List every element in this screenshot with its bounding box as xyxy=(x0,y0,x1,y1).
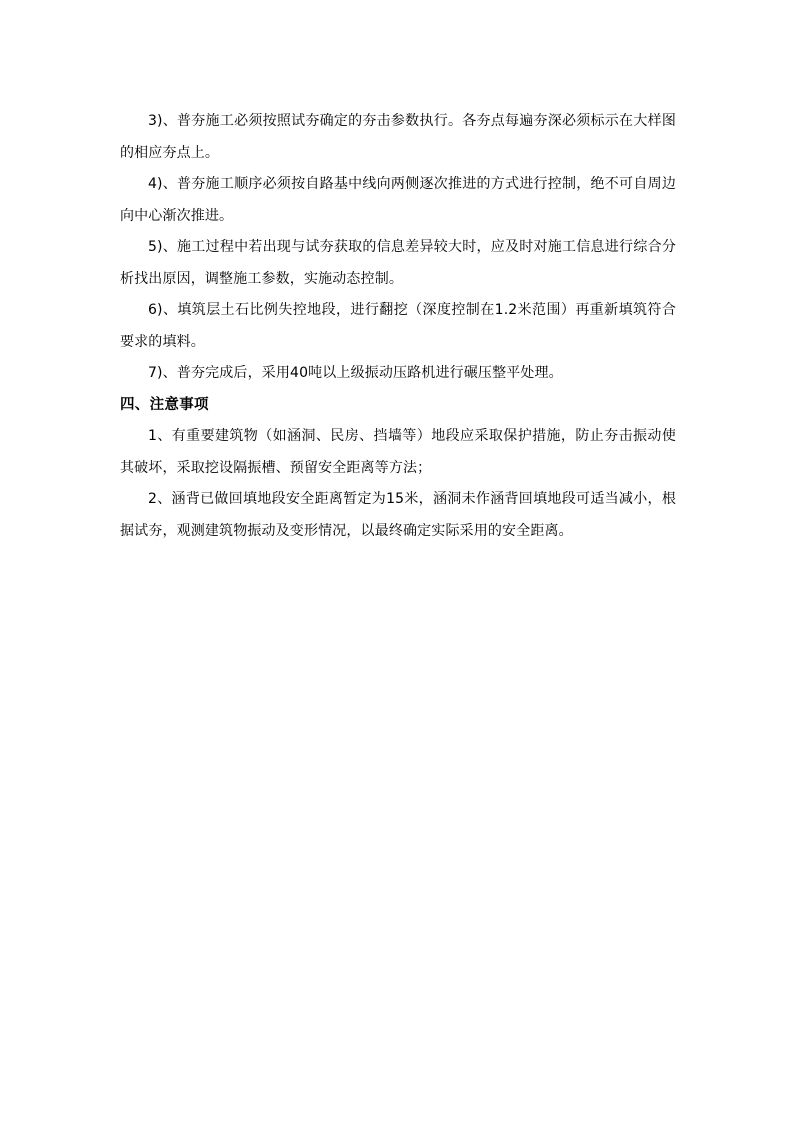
section-heading: 四、注意事项 xyxy=(120,396,209,413)
paragraph-note-1: 1、有重要建筑物（如涵洞、民房、挡墙等）地段应采取保护措施，防止夯击振动使其破坏，采取挖设隔振槽、预留安全距离等方法； xyxy=(120,428,676,476)
paragraph-step-3: 3)、普夯施工必须按照试夯确定的夯击参数执行。各夯点每遍夯深必须标示在大样图的相应夯点上。 xyxy=(120,113,676,161)
paragraph-step-4: 4)、普夯施工顺序必须按自路基中线向两侧逐次推进的方式进行控制，绝不可自周边向中心渐次推进。 xyxy=(120,176,676,224)
paragraph-note-2: 2、涵背已做回填地段安全距离暂定为15米，涵洞未作涵背回填地段可适当减小，根据试夯，观测建筑物振动及变形情况，以最终确定实际采用的安全距离。 xyxy=(120,491,676,539)
paragraph-step-6: 6)、填筑层土石比例失控地段，进行翻挖（深度控制在1.2米范围）再重新填筑符合要求的填料。 xyxy=(120,302,676,350)
document-body xyxy=(120,106,676,547)
paragraph-step-5: 5)、施工过程中若出现与试夯获取的信息差异较大时，应及时对施工信息进行综合分析找出原因，调整施工参数，实施动态控制。 xyxy=(120,239,676,287)
paragraph-step-7: 7)、普夯完成后，采用40吨以上级振动压路机进行碾压整平处理。 xyxy=(148,365,563,381)
